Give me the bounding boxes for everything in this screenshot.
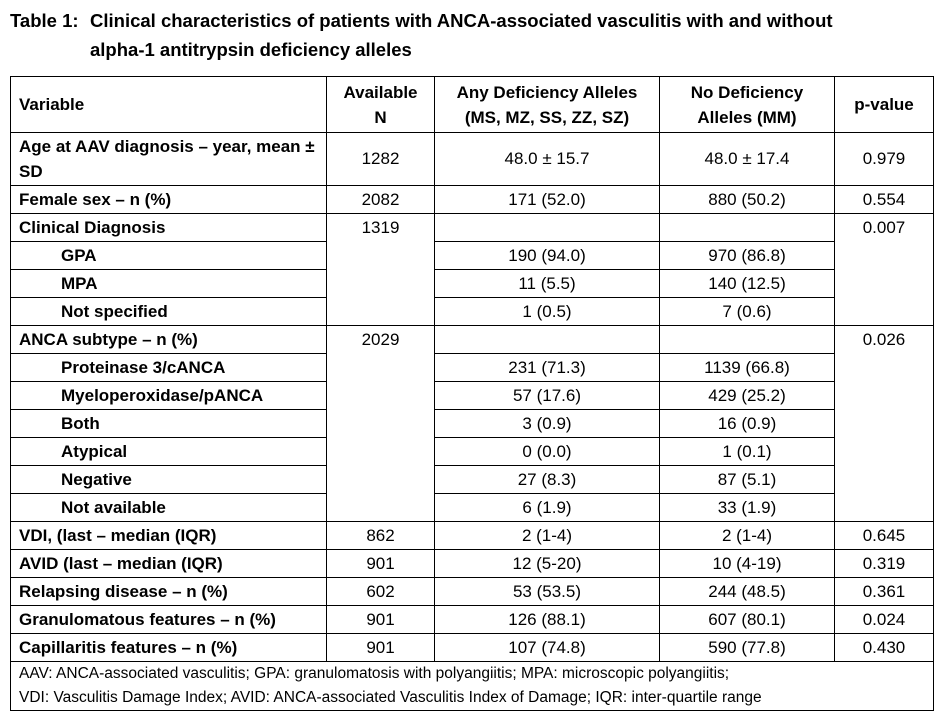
table-row (11, 550, 934, 578)
row-available-n: 1319 (327, 214, 435, 242)
row-pvalue (835, 242, 934, 270)
row-available-n: 2029 (327, 326, 435, 354)
row-variable: Negative (11, 466, 327, 494)
row-variable: Clinical Diagnosis (11, 214, 327, 242)
row-available-n: 901 (327, 550, 435, 578)
row-variable: Proteinase 3/cANCA (11, 354, 327, 382)
row-pvalue: 0.361 (835, 578, 934, 606)
row-any-deficiency: 231 (71.3) (435, 354, 660, 382)
table-row (11, 326, 934, 354)
table-title (10, 6, 935, 64)
row-no-deficiency: 10 (4-19) (660, 550, 835, 578)
row-no-deficiency: 1 (0.1) (660, 438, 835, 466)
row-any-deficiency: 0 (0.0) (435, 438, 660, 466)
row-pvalue (835, 382, 934, 410)
table-row (11, 522, 934, 550)
row-any-deficiency (435, 326, 660, 354)
table-row (11, 634, 934, 662)
row-variable: ANCA subtype – n (%) (11, 326, 327, 354)
row-any-deficiency: 126 (88.1) (435, 606, 660, 634)
row-no-deficiency: 7 (0.6) (660, 298, 835, 326)
row-pvalue: 0.007 (835, 214, 934, 242)
row-no-deficiency: 2 (1-4) (660, 522, 835, 550)
row-pvalue: 0.026 (835, 326, 934, 354)
row-pvalue (835, 438, 934, 466)
row-variable: Myeloperoxidase/pANCA (11, 382, 327, 410)
row-available-n: 2082 (327, 186, 435, 214)
table-row (11, 606, 934, 634)
row-available-n (327, 270, 435, 298)
row-variable: MPA (11, 270, 327, 298)
footnote-row (11, 662, 934, 711)
row-available-n (327, 410, 435, 438)
header-pvalue: p-value (835, 77, 934, 133)
row-available-n (327, 382, 435, 410)
row-available-n: 901 (327, 634, 435, 662)
row-no-deficiency (660, 326, 835, 354)
row-variable: Not specified (11, 298, 327, 326)
row-pvalue (835, 298, 934, 326)
row-pvalue: 0.979 (835, 133, 934, 186)
row-variable: VDI, (last – median (IQR) (11, 522, 327, 550)
row-no-deficiency: 970 (86.8) (660, 242, 835, 270)
table-row (11, 410, 934, 438)
row-any-deficiency: 171 (52.0) (435, 186, 660, 214)
row-variable: Female sex – n (%) (11, 186, 327, 214)
characteristics-table (10, 76, 934, 711)
table-row (11, 270, 934, 298)
row-available-n: 901 (327, 606, 435, 634)
row-any-deficiency: 6 (1.9) (435, 494, 660, 522)
row-variable: Atypical (11, 438, 327, 466)
row-pvalue (835, 410, 934, 438)
row-no-deficiency: 880 (50.2) (660, 186, 835, 214)
header-available-n: Available N (327, 77, 435, 133)
row-any-deficiency: 107 (74.8) (435, 634, 660, 662)
table-row (11, 578, 934, 606)
row-no-deficiency: 607 (80.1) (660, 606, 835, 634)
row-no-deficiency: 140 (12.5) (660, 270, 835, 298)
row-variable: Granulomatous features – n (%) (11, 606, 327, 634)
row-variable: Relapsing disease – n (%) (11, 578, 327, 606)
table-row (11, 214, 934, 242)
row-pvalue: 0.645 (835, 522, 934, 550)
row-no-deficiency (660, 214, 835, 242)
table-row (11, 466, 934, 494)
title-line-1: Clinical characteristics of patients with ANCA-associated vasculitis with and without (90, 10, 833, 31)
row-no-deficiency: 429 (25.2) (660, 382, 835, 410)
row-any-deficiency: 57 (17.6) (435, 382, 660, 410)
row-no-deficiency: 1139 (66.8) (660, 354, 835, 382)
row-variable: Age at AAV diagnosis – year, mean ± SD (11, 133, 327, 186)
table-label: Table 1: (10, 10, 79, 31)
footnote-line-2: VDI: Vasculitis Damage Index; AVID: ANCA-associated Vasculitis Index of Damage; IQR: inter-quartile range (19, 689, 762, 706)
row-available-n (327, 298, 435, 326)
row-pvalue: 0.430 (835, 634, 934, 662)
row-any-deficiency: 3 (0.9) (435, 410, 660, 438)
row-no-deficiency: 87 (5.1) (660, 466, 835, 494)
row-variable: Not available (11, 494, 327, 522)
table-row (11, 133, 934, 186)
row-variable: Both (11, 410, 327, 438)
row-available-n (327, 242, 435, 270)
row-no-deficiency: 33 (1.9) (660, 494, 835, 522)
table-row (11, 494, 934, 522)
row-any-deficiency: 2 (1-4) (435, 522, 660, 550)
row-pvalue: 0.319 (835, 550, 934, 578)
table-footnote (11, 662, 934, 711)
row-pvalue: 0.024 (835, 606, 934, 634)
row-any-deficiency: 11 (5.5) (435, 270, 660, 298)
row-pvalue (835, 494, 934, 522)
row-no-deficiency: 244 (48.5) (660, 578, 835, 606)
row-available-n (327, 466, 435, 494)
row-any-deficiency: 27 (8.3) (435, 466, 660, 494)
row-pvalue (835, 466, 934, 494)
table-row (11, 298, 934, 326)
header-any-deficiency: Any Deficiency Alleles (MS, MZ, SS, ZZ, SZ) (435, 77, 660, 133)
row-available-n: 602 (327, 578, 435, 606)
row-available-n (327, 438, 435, 466)
row-available-n (327, 494, 435, 522)
row-variable: GPA (11, 242, 327, 270)
title-line-2: alpha-1 antitrypsin deficiency alleles (90, 39, 412, 60)
table-row (11, 186, 934, 214)
row-available-n: 1282 (327, 133, 435, 186)
table-row (11, 382, 934, 410)
footnote-line-1: AAV: ANCA-associated vasculitis; GPA: granulomatosis with polyangiitis; MPA: microscopic polyangiitis; (19, 665, 730, 682)
table-row (11, 438, 934, 466)
row-any-deficiency: 12 (5-20) (435, 550, 660, 578)
row-pvalue (835, 354, 934, 382)
row-variable: AVID (last – median (IQR) (11, 550, 327, 578)
header-variable: Variable (11, 77, 327, 133)
row-available-n (327, 354, 435, 382)
row-any-deficiency: 53 (53.5) (435, 578, 660, 606)
row-variable: Capillaritis features – n (%) (11, 634, 327, 662)
table-row (11, 354, 934, 382)
row-any-deficiency: 1 (0.5) (435, 298, 660, 326)
row-no-deficiency: 590 (77.8) (660, 634, 835, 662)
row-pvalue: 0.554 (835, 186, 934, 214)
row-pvalue (835, 270, 934, 298)
row-any-deficiency: 48.0 ± 15.7 (435, 133, 660, 186)
row-any-deficiency: 190 (94.0) (435, 242, 660, 270)
table-row (11, 242, 934, 270)
header-row (11, 77, 934, 133)
row-no-deficiency: 48.0 ± 17.4 (660, 133, 835, 186)
row-available-n: 862 (327, 522, 435, 550)
header-no-deficiency: No Deficiency Alleles (MM) (660, 77, 835, 133)
row-any-deficiency (435, 214, 660, 242)
row-no-deficiency: 16 (0.9) (660, 410, 835, 438)
